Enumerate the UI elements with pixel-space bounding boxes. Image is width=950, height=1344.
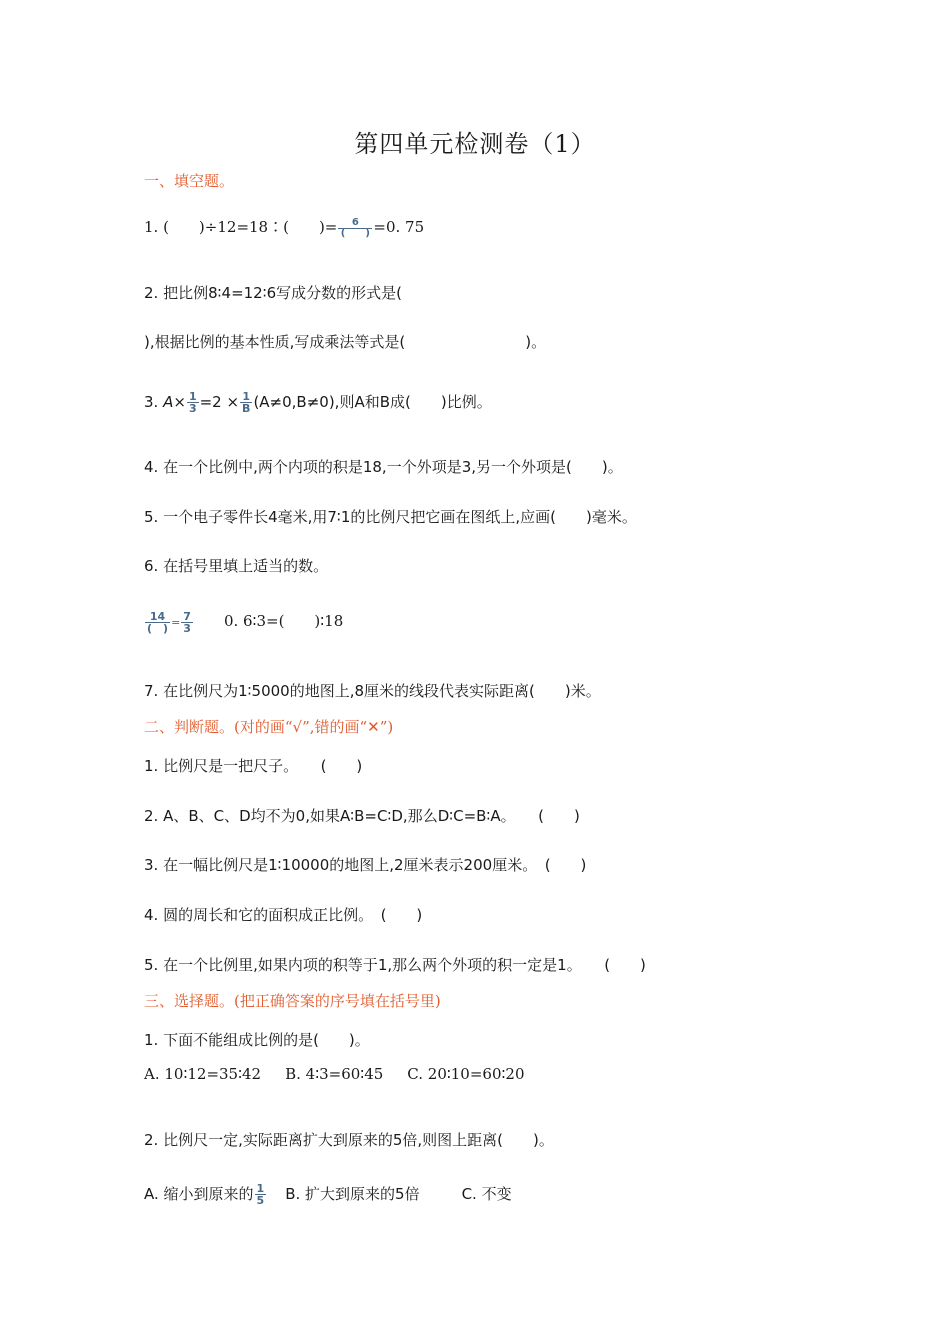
q3-fraction-1-numerator: 1 [188, 390, 197, 403]
question-fill-6: 6. 在括号里填上适当的数。 [144, 557, 329, 575]
question-fill-2-part-1: 2. 把比例8∶4=12∶6写成分数的形式是( [144, 284, 403, 302]
choice-2-option-c: C. 不变 [461, 1185, 512, 1203]
choice-1-option-b: B. 4∶3=60∶45 [285, 1065, 384, 1083]
question-choice-2-options [144, 1183, 512, 1206]
question-fill-5: 5. 一个电子零件长4毫米,用7∶1的比例尺把它画在图纸上,应画( )毫米。 [144, 508, 637, 526]
question-fill-3 [144, 391, 492, 414]
q3-times: × [173, 393, 186, 411]
question-choice-1-options [144, 1065, 525, 1083]
choice-2-fraction-denominator: 5 [256, 1194, 265, 1207]
q1-fraction [338, 218, 372, 239]
choice-2-option-a: A. 缩小到原来的 [144, 1185, 254, 1203]
question-judge-4: 4. 圆的周长和它的面积成正比例。 ( ) [144, 906, 423, 924]
question-choice-1: 1. 下面不能组成比例的是( )。 [144, 1031, 370, 1049]
choice-2-option-b: B. 扩大到原来的5倍 [285, 1185, 420, 1203]
q3-fraction-1 [187, 391, 199, 414]
q3-fraction-2-denominator: B [242, 402, 251, 415]
q6-fraction-1 [145, 611, 170, 634]
q6-equals: = [171, 616, 181, 629]
question-fill-4: 4. 在一个比例中,两个内项的积是18,一个外项是3,另一个外项是( )。 [144, 458, 623, 476]
choice-2-fraction-numerator: 1 [256, 1182, 265, 1195]
question-choice-2: 2. 比例尺一定,实际距离扩大到原来的5倍,则图上距离( )。 [144, 1131, 554, 1149]
question-fill-2-part-2: ),根据比例的基本性质,写成乘法等式是( )。 [144, 333, 547, 351]
q6-ratio-item: 0. 6∶3=( )∶18 [223, 612, 344, 630]
q1-fraction-denominator: ( ) [338, 228, 372, 239]
question-judge-3: 3. 在一幅比例尺是1∶10000的地图上,2厘米表示200厘米。 ( ) [144, 856, 587, 874]
q6-fraction-2 [181, 611, 193, 634]
section-fill-blank-heading: 一、填空题。 [144, 172, 235, 190]
question-fill-1 [144, 216, 424, 239]
q6-fraction-1-numerator: 14 [149, 609, 166, 623]
q6-fraction-2-denominator: 3 [183, 621, 191, 635]
question-fill-7: 7. 在比例尺为1∶5000的地图上,8厘米的线段代表实际距离( )米。 [144, 682, 601, 700]
q1-text-b: =0. 75 [373, 218, 425, 236]
q1-text-a: 1. ( )÷12=18∶( )= [144, 218, 338, 236]
question-fill-6-items [144, 610, 343, 634]
section-choice-heading: 三、选择题。(把正确答案的序号填在括号里) [144, 992, 441, 1010]
q3-text-a: 3. [144, 393, 164, 411]
q3-text-b: =2 × [199, 393, 240, 411]
q6-fraction-2-numerator: 7 [183, 609, 191, 623]
q3-text-c: (A≠0,B≠0),则A和B成( )比例。 [253, 393, 492, 411]
question-judge-2: 2. A、B、C、D均不为0,如果A∶B=C∶D,那么D∶C=B∶A。 ( ) [144, 807, 580, 825]
page-title: 第四单元检测卷（1） [354, 130, 596, 158]
q3-fraction-2 [240, 391, 252, 414]
q1-fraction-numerator: 6 [351, 216, 359, 228]
q3-fraction-2-numerator: 1 [242, 390, 251, 403]
choice-2-option-a-fraction [255, 1183, 267, 1206]
question-judge-5: 5. 在一个比例里,如果内项的积等于1,那么两个外项的积一定是1。 ( ) [144, 956, 646, 974]
q3-fraction-1-denominator: 3 [188, 402, 197, 415]
q6-fraction-1-denominator: ( ) [147, 621, 169, 635]
question-judge-1: 1. 比例尺是一把尺子。 ( ) [144, 757, 363, 775]
q3-var-a: A [163, 393, 174, 411]
choice-1-option-c: C. 20∶10=60∶20 [407, 1065, 525, 1083]
choice-1-option-a: A. 10∶12=35∶42 [144, 1065, 262, 1083]
section-judge-heading: 二、判断题。(对的画“√”,错的画“✕”) [144, 718, 394, 736]
